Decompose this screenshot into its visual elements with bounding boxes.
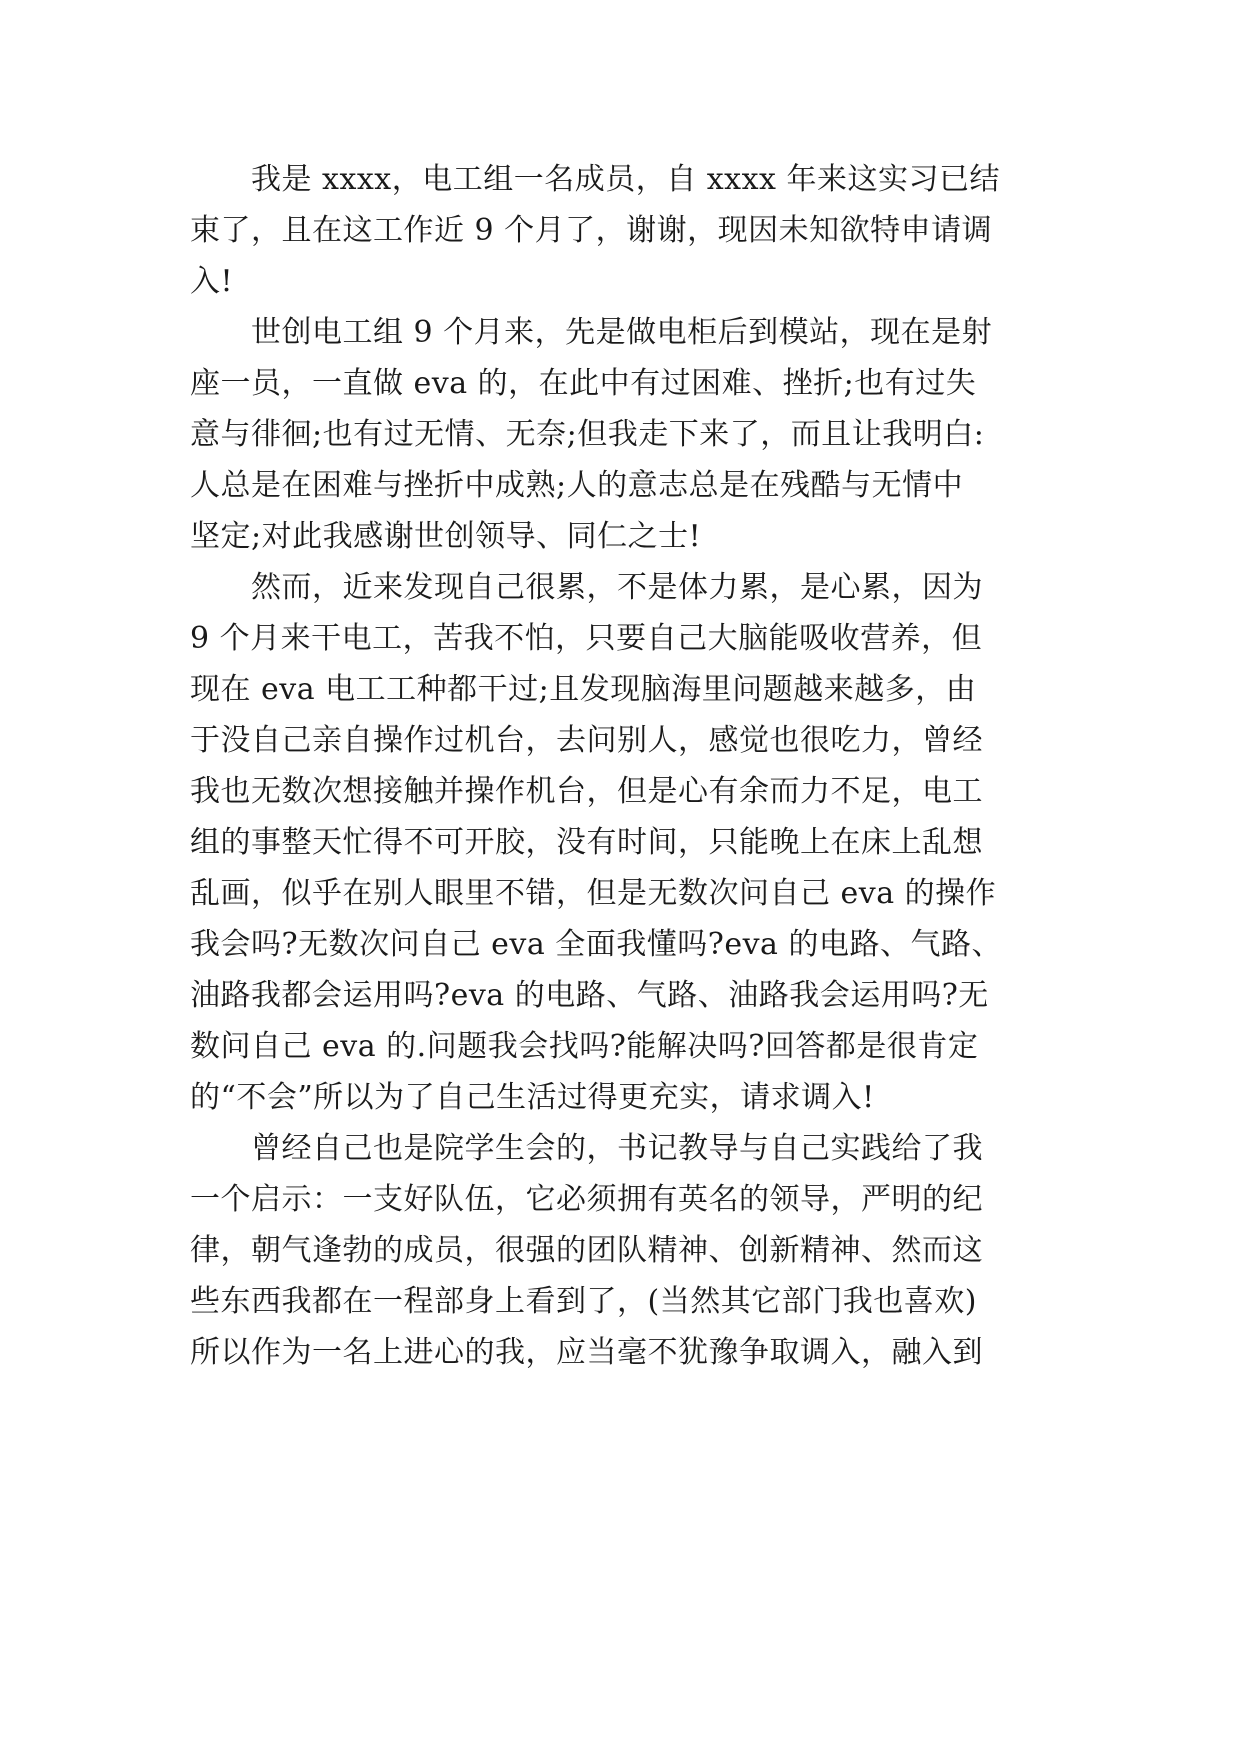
- text-line: 组的事整天忙得不可开胶，没有时间，只能晚上在床上乱想: [190, 825, 983, 860]
- text-line: 9 个月来干电工，苦我不怕，只要自己大脑能吸收营养，但: [190, 621, 983, 656]
- text-line: 束了，且在这工作近 9 个月了，谢谢，现因未知欲特申请调: [190, 213, 993, 248]
- text-line: 一个启示：一支好队伍，它必须拥有英名的领导，严明的纪: [190, 1182, 983, 1217]
- text-line: 我会吗?无数次问自己 eva 全面我懂吗?eva 的电路、气路、: [190, 927, 1002, 962]
- text-line: 数问自己 eva 的.问题我会找吗?能解决吗?回答都是很肯定: [190, 1029, 979, 1064]
- text-line: 的“不会”所以为了自己生活过得更充实，请求调入!: [190, 1080, 875, 1115]
- text-line: 我也无数次想接触并操作机台，但是心有余而力不足，电工: [190, 774, 983, 809]
- text-line: 律，朝气逢勃的成员，很强的团队精神、创新精神、然而这: [190, 1233, 983, 1268]
- text-line: 曾经自己也是院学生会的，书记教导与自己实践给了我: [190, 1131, 983, 1166]
- text-line: 然而，近来发现自己很累，不是体力累，是心累，因为: [190, 570, 983, 605]
- text-line: 世创电工组 9 个月来，先是做电柜后到模站，现在是射: [190, 315, 993, 350]
- text-line: 座一员，一直做 eva 的，在此中有过困难、挫折;也有过失: [190, 366, 977, 401]
- text-line: 所以作为一名上进心的我，应当毫不犹豫争取调入，融入到: [190, 1335, 983, 1370]
- text-line: 人总是在困难与挫折中成熟;人的意志总是在残酷与无情中: [190, 468, 964, 503]
- text-line: 于没自己亲自操作过机台，去问别人，感觉也很吃力，曾经: [190, 723, 983, 758]
- text-line: 些东西我都在一程部身上看到了，(当然其它部门我也喜欢): [190, 1284, 977, 1319]
- text-line: 意与徘徊;也有过无情、无奈;但我走下来了，而且让我明白:: [190, 417, 985, 452]
- text-line: 坚定;对此我感谢世创领导、同仁之士!: [190, 519, 702, 554]
- text-line: 现在 eva 电工工种都干过;且发现脑海里问题越来越多，由: [190, 672, 977, 707]
- text-line: 我是 xxxx，电工组一名成员，自 xxxx 年来这实习已结: [190, 162, 1000, 197]
- text-line: 入!: [190, 264, 234, 299]
- text-line: 油路我都会运用吗?eva 的电路、气路、油路我会运用吗?无: [190, 978, 989, 1013]
- text-line: 乱画，似乎在别人眼里不错，但是无数次问自己 eva 的操作: [190, 876, 997, 911]
